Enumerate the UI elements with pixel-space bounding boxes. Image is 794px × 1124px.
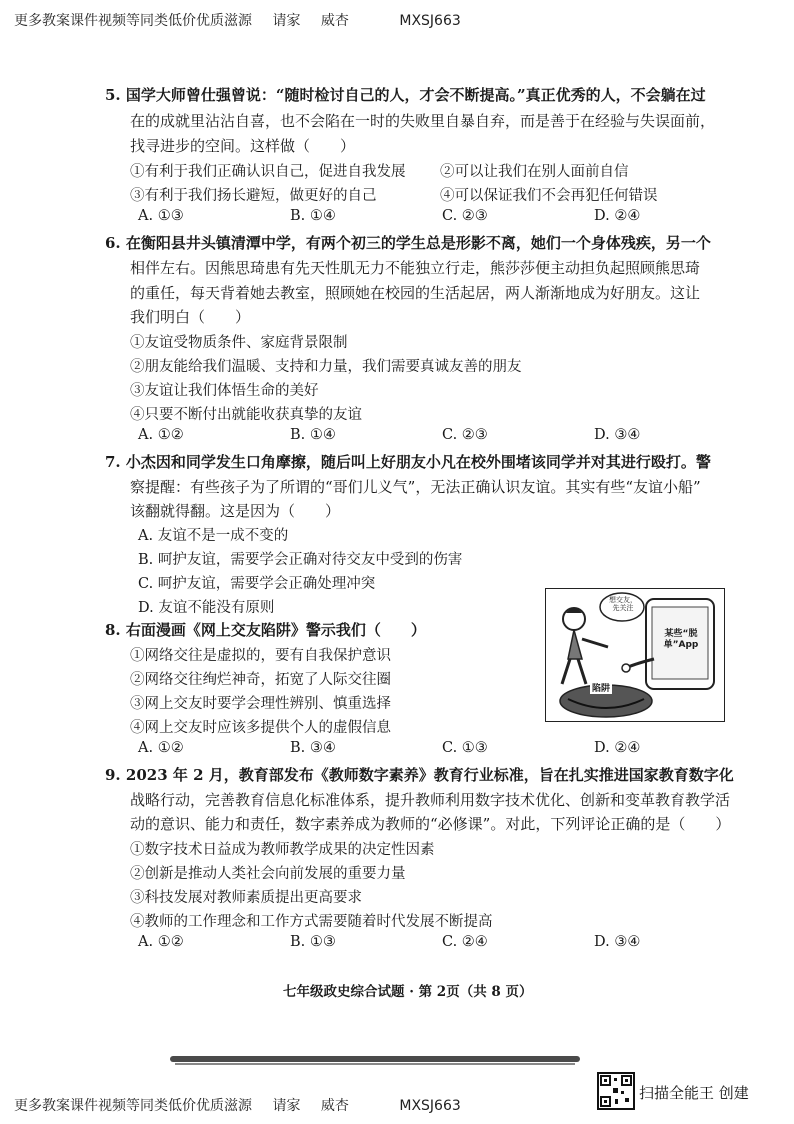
header-banner <box>14 10 461 30</box>
q7-stem-line-2: 察提醒：有些孩子为了所谓的“哥们儿义气”，无法正确认识友谊。其实有些“友谊小船” <box>130 478 701 496</box>
q6-stem-line-3: 的重任，每天背着她去教室，照顾她在校园的生活起居，两人渐渐地成为好朋友。这让 <box>130 284 701 302</box>
q8-cartoon <box>545 588 725 722</box>
q9-choice-d: D. ③④ <box>594 934 641 950</box>
q6-statement-3: ③友谊让我们体悟生命的美好 <box>130 383 319 399</box>
q5-statement-2: ②可以让我们在别人面前自信 <box>440 164 629 180</box>
q6-statement-4: ④只要不断付出就能收获真挚的友谊 <box>130 407 362 423</box>
q5-choice-d: D. ②④ <box>594 208 641 224</box>
q9-statement-2: ②创新是推动人类社会向前发展的重要力量 <box>130 866 406 882</box>
q9-choice-b: B. ①③ <box>290 934 336 950</box>
header-ad-text: 更多教案课件视频等同类低价优质滋源 <box>14 13 252 29</box>
q7-choice-b: B. 呵护友谊，需要学会正确对待交友中受到的伤害 <box>138 552 463 568</box>
q9-stem-line-2: 战略行动，完善教育信息化标准体系，提升教师利用数字技术优化、创新和变革教育教学活 <box>130 791 731 809</box>
q5-statement-3: ③有利于我们扬长避短，做更好的自己 <box>130 188 377 204</box>
q5-choice-c: C. ②③ <box>442 208 488 224</box>
cartoon-bubble-text: 想交友，先关注 <box>609 596 637 612</box>
header-contact-name: 威杏 <box>320 13 349 29</box>
q9-statement-3: ③科技发展对教师素质提出更高要求 <box>130 890 362 906</box>
scanner-watermark: 扫描全能王 创建 <box>639 1084 749 1102</box>
q9-stem-line-3: 动的意识、能力和责任，数字素养成为教师的“必修课”。对此，下列评论正确的是（ ） <box>130 815 731 833</box>
q6-choice-c: C. ②③ <box>442 427 488 443</box>
qr-code-icon <box>597 1072 635 1110</box>
q5-choice-b: B. ①④ <box>290 208 336 224</box>
q6-stem-line-4: 我们明白（ ） <box>130 308 251 326</box>
q9-stem-line-1: 9. 2023 年 2 月，教育部发布《教师数字素养》教育行业标准，旨在扎实推进国家教育数字化 <box>105 766 734 784</box>
q7-stem-line-3: 该翻就得翻。这是因为（ ） <box>130 502 341 520</box>
q5-stem-line-2: 在的成就里沾沾自喜，也不会陷在一时的失败里自暴自弃，而是善于在经验与失误面前， <box>130 112 716 130</box>
q7-choice-d: D. 友谊不能没有原则 <box>138 600 275 616</box>
footer-ad-text: 更多教案课件视频等同类低价优质滋源 <box>14 1098 252 1114</box>
q7-stem-line-1: 7. 小杰因和同学发生口角摩擦，随后叫上好朋友小凡在校外围堵该同学并对其进行殴打。警 <box>105 453 711 471</box>
q5-stem-line-1: 5. 国学大师曾仕强曾说：“随时检讨自己的人，才会不断提高。”真正优秀的人，不会躺在过 <box>105 86 706 104</box>
q9-choice-c: C. ②④ <box>442 934 488 950</box>
q5-statement-1: ①有利于我们正确认识自己，促进自我发展 <box>130 164 406 180</box>
q6-statement-2: ②朋友能给我们温暖、支持和力量，我们需要真诚友善的朋友 <box>130 359 522 375</box>
q8-choice-a: A. ①② <box>138 740 184 756</box>
q8-statement-4: ④网上交友时应该多提供个人的虚假信息 <box>130 720 391 736</box>
q5-statement-4: ④可以保证我们不会再犯任何错误 <box>440 188 658 204</box>
page-footer: 七年级政史综合试题 · 第 2页（共 8 页） <box>283 984 533 1000</box>
header-code: MXSJ663 <box>399 13 461 29</box>
q9-statement-4: ④教师的工作理念和工作方式需要随着时代发展不断提高 <box>130 914 493 930</box>
footer-contact-prefix: 请家 <box>272 1098 301 1114</box>
q7-choice-a: A. 友谊不是一成不变的 <box>138 528 289 544</box>
q6-stem-line-2: 相伴左右。因熊思琦患有先天性肌无力不能独立行走，熊莎莎便主动担负起照顾熊思琦 <box>130 259 701 277</box>
q6-stem-line-1: 6. 在衡阳县井头镇清潭中学，有两个初三的学生总是形影不离，她们一个身体残疾，另一个 <box>105 234 711 252</box>
q5-choice-a: A. ①③ <box>138 208 184 224</box>
q8-statement-3: ③网上交友时要学会理性辨别、慎重选择 <box>130 696 391 712</box>
q5-stem-line-3: 找寻进步的空间。这样做（ ） <box>130 137 356 155</box>
q8-stem-line: 8. 右面漫画《网上交友陷阱》警示我们（ ） <box>105 621 426 639</box>
footer-code: MXSJ663 <box>399 1098 461 1114</box>
q8-choice-c: C. ①③ <box>442 740 488 756</box>
q6-statement-1: ①友谊受物质条件、家庭背景限制 <box>130 335 348 351</box>
q6-choice-d: D. ③④ <box>594 427 641 443</box>
footer-contact-name: 威杏 <box>320 1098 349 1114</box>
scan-fold-shadow <box>175 1063 575 1065</box>
q7-choice-c: C. 呵护友谊，需要学会正确处理冲突 <box>138 576 376 592</box>
header-contact-prefix: 请家 <box>272 13 301 29</box>
q8-choice-b: B. ③④ <box>290 740 336 756</box>
q8-choice-d: D. ②④ <box>594 740 641 756</box>
q8-statement-1: ①网络交往是虚拟的，要有自我保护意识 <box>130 648 391 664</box>
q9-choice-a: A. ①② <box>138 934 184 950</box>
scan-fold-line <box>170 1056 580 1062</box>
q9-statement-1: ①数字技术日益成为教师教学成果的决定性因素 <box>130 842 435 858</box>
q8-statement-2: ②网络交往绚烂神奇，拓宽了人际交往圈 <box>130 672 391 688</box>
q6-choice-b: B. ①④ <box>290 427 336 443</box>
q6-choice-a: A. ①② <box>138 427 184 443</box>
footer-banner <box>14 1095 461 1115</box>
cartoon-app-label: 某些“脱单”App <box>663 629 699 650</box>
cartoon-trap-label: 陷阱 <box>590 681 612 694</box>
